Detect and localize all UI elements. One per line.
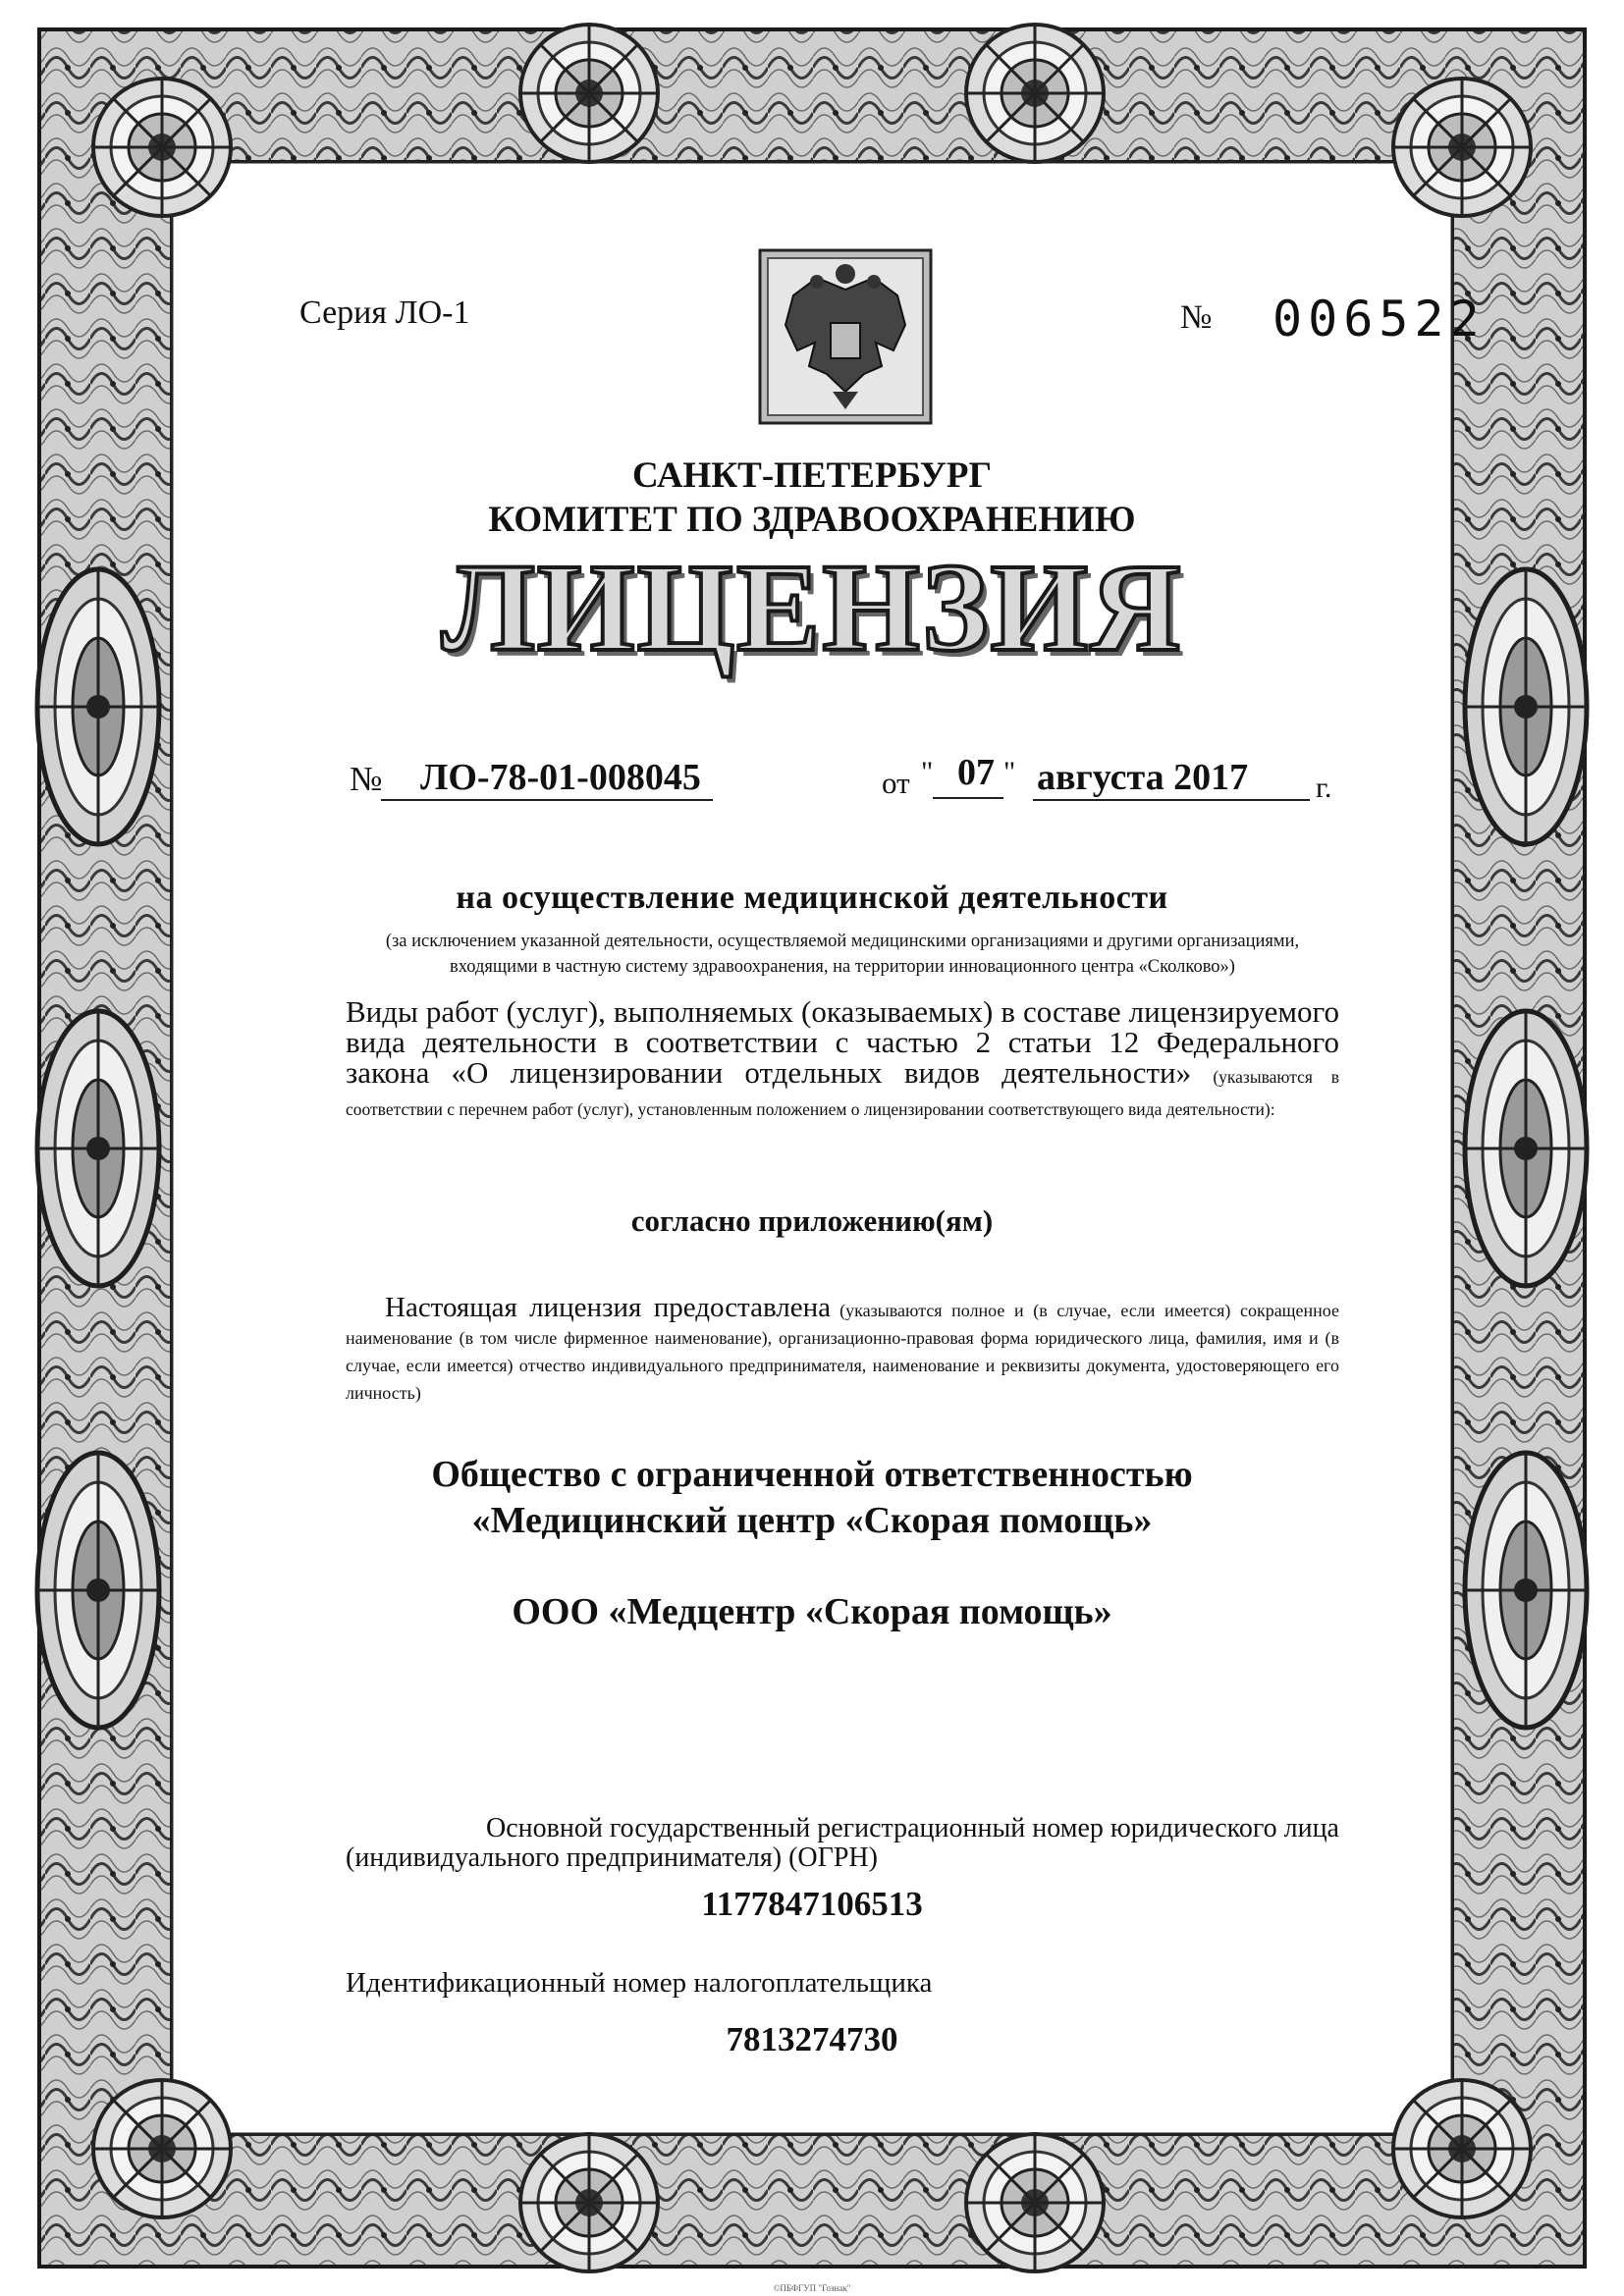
serial-number: 006522 <box>1272 291 1486 347</box>
double-headed-eagle-icon <box>758 248 933 425</box>
license-number-sign: № <box>350 760 383 798</box>
license-month-year: августа 2017 <box>1037 757 1249 798</box>
ogrn-label-line2: (индивидуального предпринимателя) (ОГРН) <box>346 1842 878 1873</box>
issuer-committee: КОМИТЕТ ПО ЗДРАВООХРАНЕНИЮ <box>488 500 1136 540</box>
date-quote-close: " <box>1003 756 1016 788</box>
document-title: ЛИЦЕНЗИЯ <box>441 538 1183 677</box>
licensee-short-name: ООО «Медцентр «Скорая помощь» <box>512 1591 1112 1632</box>
date-prefix: от <box>882 766 910 800</box>
license-number-underline <box>381 799 713 801</box>
activity-exclusion-note: (за исключением указанной деятельности, осуществляемой медицинскими организациями и другими организациями, входящими в частную систему здравоохранения, на территории инновационного центра «Сколково») <box>385 932 1300 977</box>
granted-main-text: Настоящая лицензия предоставлена <box>385 1292 832 1323</box>
licensee-full-name-line1: Общество с ограниченной ответственностью <box>431 1454 1193 1495</box>
works-paragraph <box>346 996 1339 1122</box>
works-main-text: Виды работ (услуг), выполняемых (оказываемых) в составе лицензируемого вида деятельности в соответствии с частью 2 статьи 12 Федерального закона «О лицензировании отдельных видов деятельности» <box>346 994 1339 1090</box>
license-day: 07 <box>957 752 995 793</box>
ogrn-label <box>346 1814 1339 1873</box>
date-quote-open: " <box>921 756 934 788</box>
granted-paragraph <box>346 1292 1339 1407</box>
ogrn-label-line1: Основной государственный регистрационный номер юридического лица <box>486 1813 1339 1843</box>
inn-label: Идентификационный номер налогоплательщика <box>346 1967 933 1999</box>
issuer-city: САНКТ-ПЕТЕРБУРГ <box>631 455 993 496</box>
ogrn-value: 1177847106513 <box>701 1885 923 1923</box>
annex-reference: согласно приложению(ям) <box>630 1203 994 1238</box>
inn-value: 7813274730 <box>726 2020 898 2058</box>
works-note: (указываются в соответствии с перечнем работ (услуг), установленным положением о лицензировании соответствующего вида деятельности): <box>346 1067 1339 1119</box>
serial-number-sign: № <box>1180 299 1213 336</box>
day-underline <box>933 797 1003 799</box>
series-label: Серия ЛО-1 <box>299 294 470 331</box>
year-suffix: г. <box>1316 772 1332 804</box>
license-number: ЛО-78-01-008045 <box>420 757 701 798</box>
licensee-full-name-line2: «Медицинский центр «Скорая помощь» <box>471 1500 1153 1541</box>
month-year-underline <box>1033 799 1310 801</box>
granted-note: (указываются полное и (в случае, если имеется) сокращенное наименование (в том числе фирменное наименование), организационно-правовая форма юридического лица, фамилия, имя и (в случае, если имеется) отчество индивидуального предпринимателя, наименование и реквизиты документа, удостоверяющего его личность) <box>346 1301 1340 1403</box>
printer-footer: ©ПБФГУП "Гознак" <box>773 2283 851 2293</box>
activity-title: на осуществление медицинской деятельности <box>456 880 1168 916</box>
